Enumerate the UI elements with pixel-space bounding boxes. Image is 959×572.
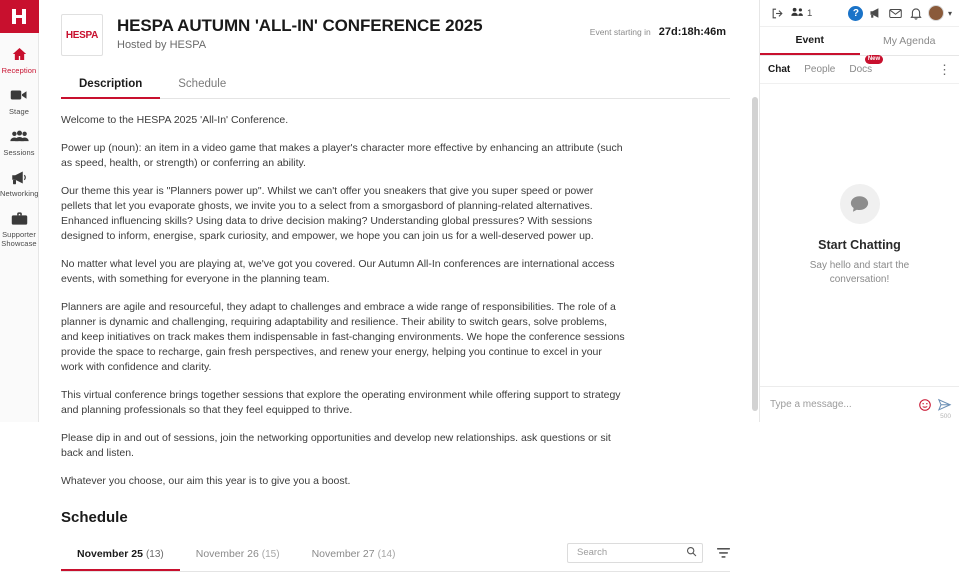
schedule-day-tab-2[interactable] (180, 540, 296, 571)
description-body (39, 99, 752, 526)
description-paragraph: Welcome to the HESPA 2025 'All-In' Conference. (61, 113, 626, 128)
chat-empty-title: Start Chatting (818, 238, 901, 252)
content-tabs (61, 70, 730, 99)
search-input[interactable] (575, 546, 686, 559)
description-paragraph: Planners are agile and resourceful, they adapt to challenges and embrace a wide range of responsibilities. The role of a planner is dynamic and challenging, requiring adaptability and resilience. Their ability to switch gears, solve problems, and keep initiatives on track makes them indispensable in fast-changing environments. We hope the conference sessions provide the space to recharge, gain fresh perspectives, and renew your energy, helping you continue to excel in your work with confidence and clarity. (61, 300, 626, 375)
schedule-toolbar (61, 540, 730, 572)
sidebar-item-networking[interactable] (0, 162, 38, 203)
description-paragraph: No matter what level you are playing at, we've got you covered. Our Autumn All-In conferences are international access events, with something for everyone in the planning team. (61, 257, 626, 287)
main-scroll-region (39, 0, 752, 422)
tab-schedule[interactable]: Schedule (160, 71, 244, 99)
schedule-day-tabs (61, 540, 411, 571)
tab-event[interactable]: Event (760, 27, 860, 55)
tab-description[interactable]: Description (61, 71, 160, 99)
char-count: 500 (940, 413, 951, 420)
event-countdown (590, 14, 730, 38)
countdown-label: Event starting in (590, 27, 651, 37)
avatar[interactable] (926, 3, 946, 23)
home-icon (11, 45, 28, 63)
help-icon[interactable]: ? (846, 3, 866, 23)
subtab-docs[interactable] (849, 64, 872, 75)
right-panel-toolbar (760, 0, 959, 27)
description-paragraph: Power up (noun): an item in a video game that makes a player's character more effective by enhancing an attribute (such as speed, health, or strength) or conferring an ability. (61, 141, 626, 171)
day-count: (13) (146, 549, 164, 560)
day-count: (15) (262, 549, 280, 560)
announcement-icon[interactable] (866, 3, 886, 23)
subtab-docs-label: Docs (849, 64, 872, 75)
page-title: HESPA AUTUMN 'ALL-IN' CONFERENCE 2025 (117, 15, 590, 36)
subtab-chat[interactable]: Chat (768, 64, 790, 75)
status-badge: New (865, 55, 883, 64)
more-options-icon[interactable]: ⋮ (938, 65, 951, 75)
scrollbar-thumb[interactable] (752, 97, 758, 411)
countdown-value: 27d:18h:46m (659, 26, 726, 38)
description-paragraph: Please dip in and out of sessions, join the networking opportunities and develop new relationships. ask questions or sit back and listen. (61, 431, 626, 461)
chevron-down-icon[interactable]: ▾ (948, 9, 952, 18)
brand-logo[interactable] (0, 0, 39, 33)
description-paragraph: Whatever you choose, our aim this year is to give you a boost. (61, 474, 626, 489)
sidebar-item-label: Sessions (3, 148, 34, 157)
event-logo-label: HESPA (66, 30, 98, 41)
day-label: November 26 (196, 548, 259, 560)
filter-icon[interactable] (717, 547, 730, 559)
people-count-group[interactable] (791, 6, 812, 20)
right-panel (759, 0, 959, 422)
sidebar-item-reception[interactable] (0, 39, 38, 80)
event-host: Hosted by HESPA (117, 39, 590, 51)
sidebar-item-sessions[interactable] (0, 121, 38, 162)
event-header (39, 0, 752, 56)
people-count: 1 (807, 8, 812, 19)
schedule-heading: Schedule (61, 509, 730, 526)
sidebar-item-label: Supporter Showcase (0, 230, 38, 248)
people-icon (791, 6, 804, 20)
briefcase-icon (11, 209, 28, 227)
chat-composer (760, 386, 959, 422)
send-icon[interactable] (938, 399, 951, 411)
main-scrollbar[interactable] (752, 0, 758, 422)
bell-icon[interactable] (906, 3, 926, 23)
right-panel-subtabs (760, 56, 959, 84)
search-icon[interactable] (686, 546, 697, 560)
chat-bubble-icon (840, 184, 880, 224)
sidebar-item-stage[interactable] (0, 80, 38, 121)
sidebar-item-label: Stage (9, 107, 29, 116)
chat-message-input[interactable] (768, 398, 912, 411)
schedule-day-tab-1[interactable] (61, 540, 180, 571)
exit-icon[interactable] (767, 3, 787, 23)
mail-icon[interactable] (886, 3, 906, 23)
schedule-search[interactable] (567, 543, 703, 563)
sidebar-item-label: Reception (2, 66, 37, 75)
megaphone-icon (10, 168, 28, 186)
chat-empty-subtitle: Say hello and start the conversation! (782, 259, 937, 287)
subtab-people[interactable]: People (804, 64, 835, 75)
day-count: (14) (378, 549, 396, 560)
day-label: November 25 (77, 548, 143, 560)
description-paragraph: This virtual conference brings together sessions that explore the operating environment while offering support to strategy and planning professionals so that they feel equipped to thrive. (61, 388, 626, 418)
event-logo (61, 14, 103, 56)
sidebar-item-label: Networking (0, 189, 38, 198)
left-nav-rail (0, 0, 39, 422)
main-content (39, 0, 759, 422)
emoji-icon[interactable] (919, 399, 931, 411)
day-label: November 27 (312, 548, 375, 560)
tab-my-agenda[interactable]: My Agenda (860, 27, 959, 55)
description-paragraph: Our theme this year is "Planners power up". Whilst we can't offer you sneakers that give you super speed or power pellets that let you evaporate ghosts, we invite you to a select from a smorgasbord of planning-related alternatives. Enhanced influencing skills? Using data to drive decision making? Understanding global pressures? With sessions designed to inform, energise, spark curiosity, and empower, we hope you can join us for a well-deserved power up. (61, 184, 626, 244)
chat-empty-state (760, 84, 959, 386)
right-panel-tabs (760, 27, 959, 56)
sidebar-item-supporter-showcase[interactable] (0, 203, 38, 253)
people-group-icon (10, 127, 29, 145)
video-camera-icon (10, 86, 28, 104)
schedule-day-tab-3[interactable] (296, 540, 412, 571)
